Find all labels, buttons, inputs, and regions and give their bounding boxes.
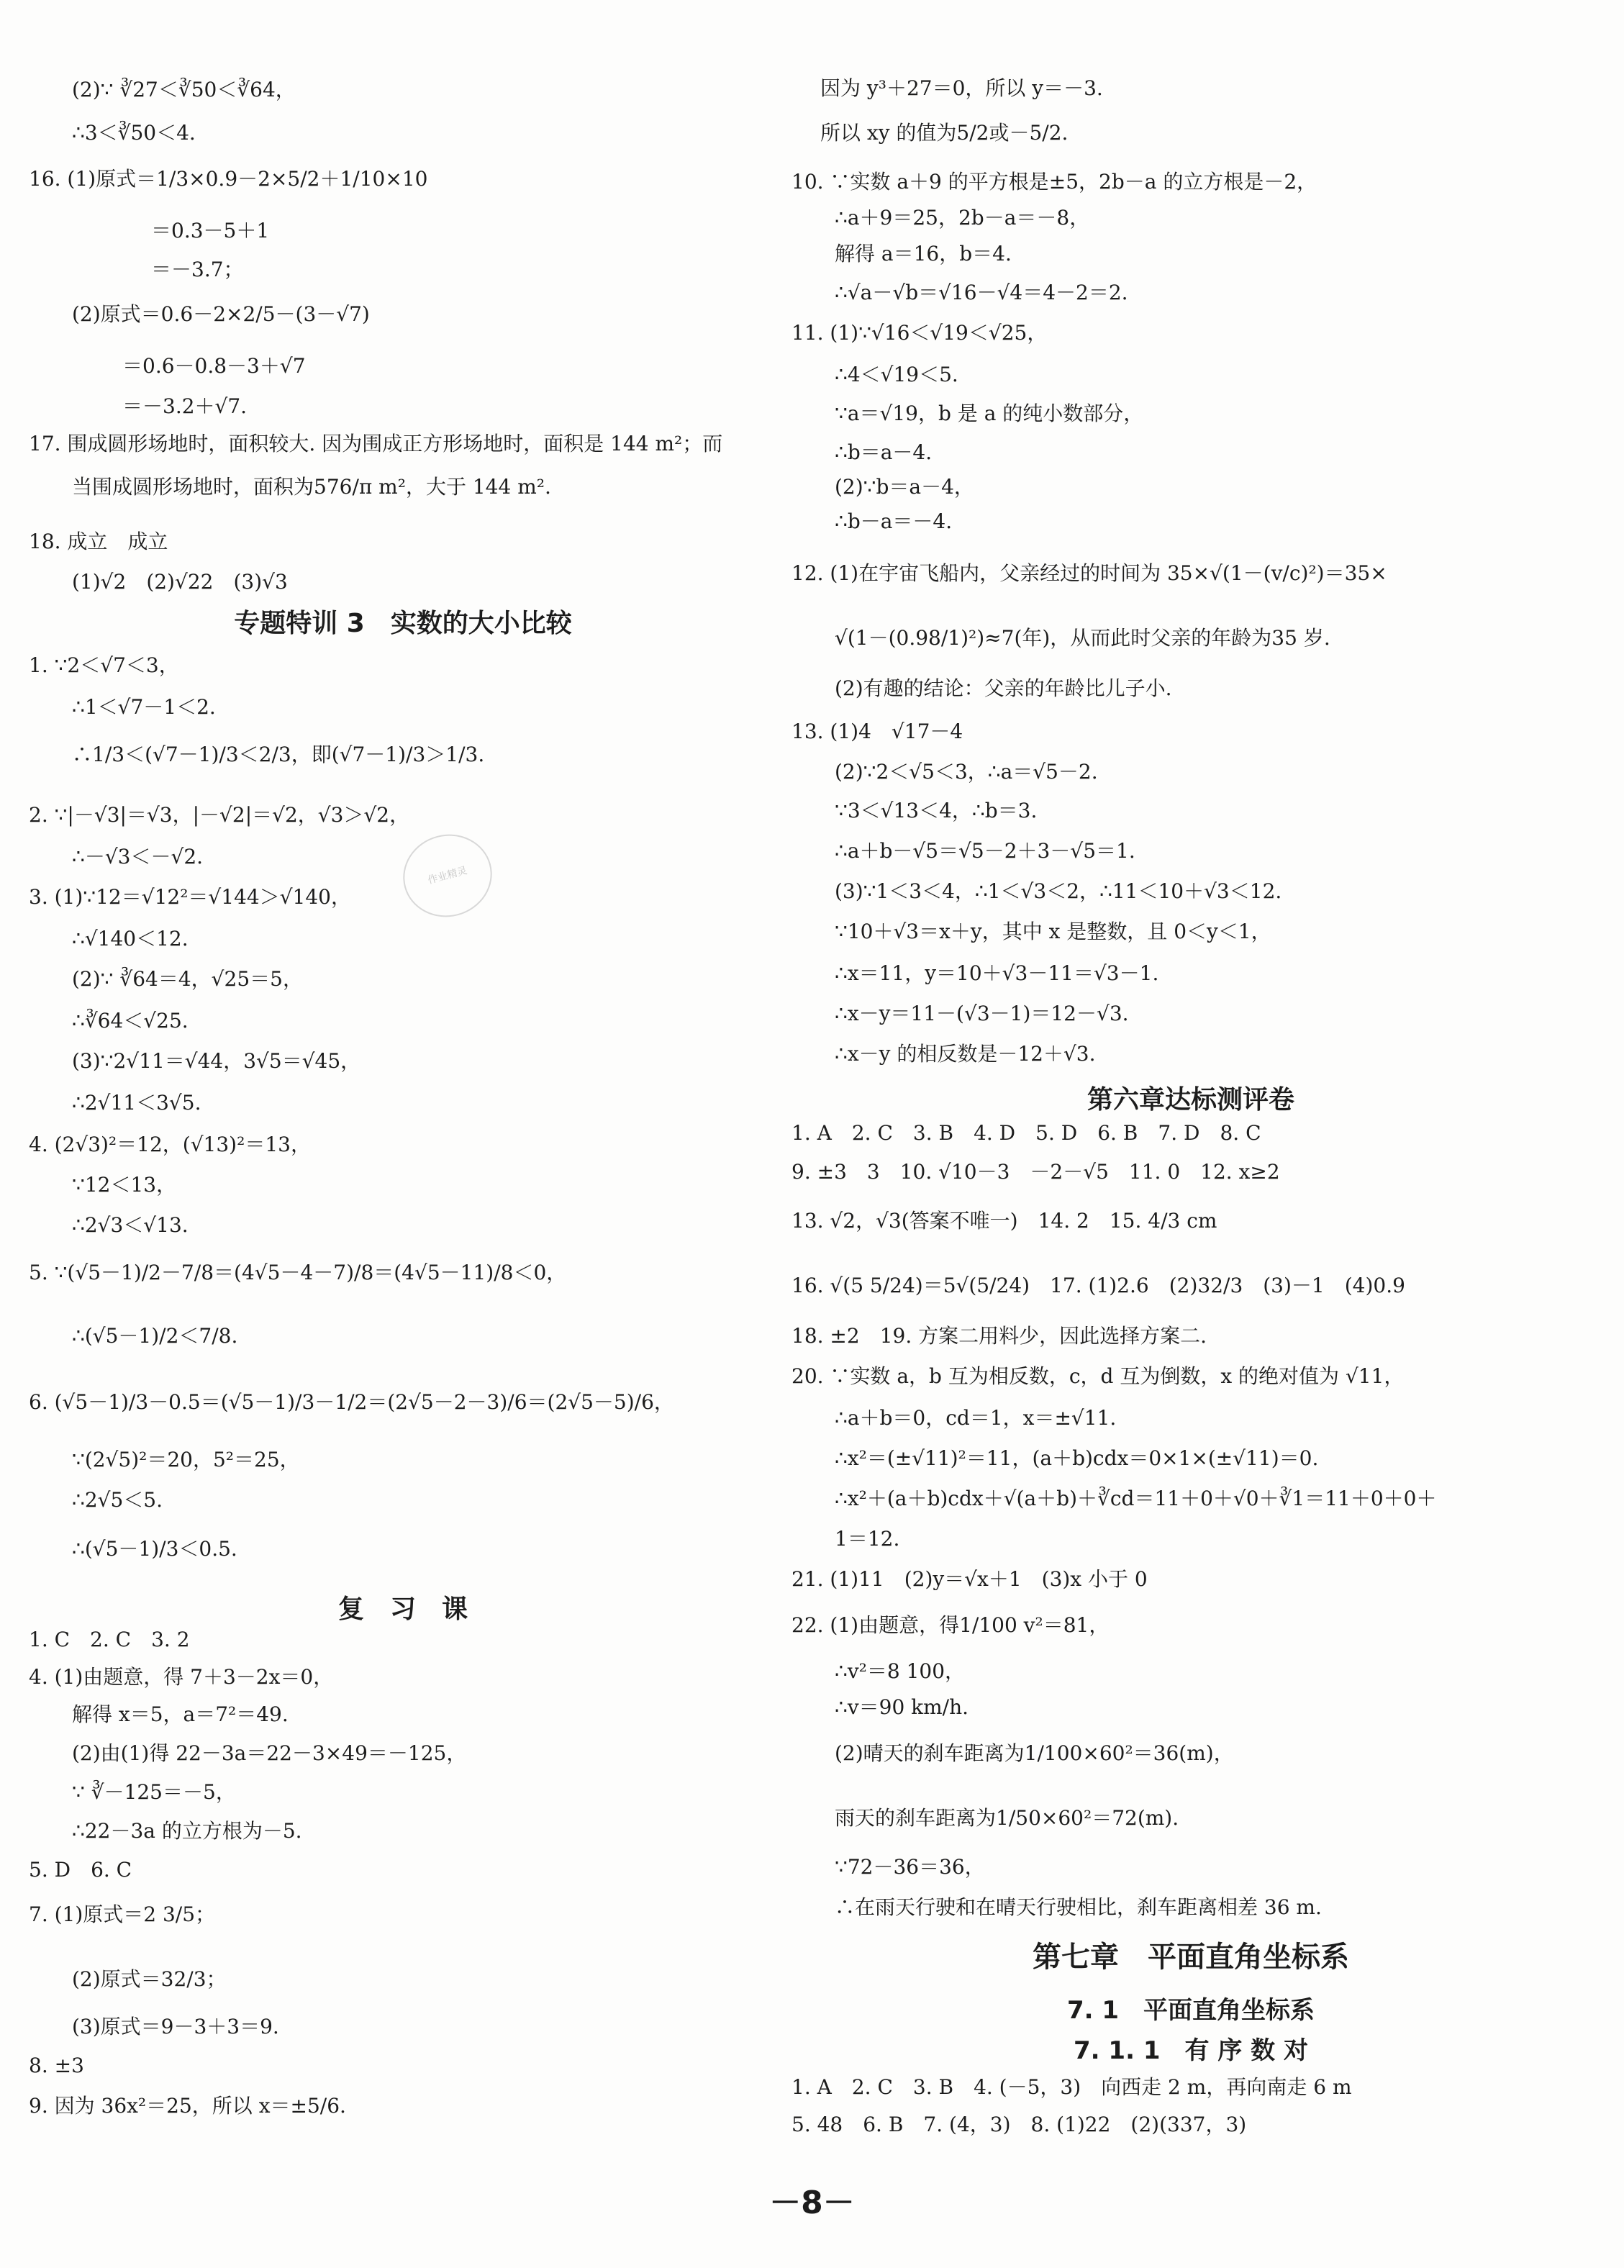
answer-line: 1＝12. [835, 1527, 900, 1551]
answer-line: 5. ∵(√5－1)/2－7/8＝(4√5－4－7)/8＝(4√5－11)/8＜0， [29, 1261, 567, 1284]
section-heading: 7. 1. 1 有 序 数 对 [1074, 2036, 1308, 2065]
answer-line: ∴∛64＜√25. [72, 1009, 189, 1033]
section-heading: 专题特训 3 实数的大小比较 [234, 609, 572, 638]
answer-line: 20. ∵实数 a，b 互为相反数，c，d 互为倒数，x 的绝对值为 √11， [791, 1364, 1405, 1388]
answer-line: 7. (1)原式＝2 3/5； [29, 1902, 216, 1926]
answer-line: (2)由(1)得 22－3a＝22－3×49＝－125， [72, 1741, 467, 1765]
section-heading: 复 习 课 [337, 1595, 468, 1624]
answer-line: 6. (√5－1)/3－0.5＝(√5－1)/3－1/2＝(2√5－2－3)/6＝(2√5－5)/6， [29, 1390, 674, 1414]
page-number: －8－ [769, 2185, 855, 2221]
answer-line: 雨天的刹车距离为1/50×60²＝72(m). [835, 1806, 1179, 1830]
answer-line: 12. (1)在宇宙飞船内，父亲经过的时间为 35×√(1－(v/c)²)＝35× [791, 561, 1387, 585]
answer-line: 16. √(5 5/24)＝5√(5/24) 17. (1)2.6 (2)32/3 (3)－1 (4)0.9 [791, 1274, 1405, 1297]
answer-line: ∴4＜√19＜5. [835, 363, 958, 386]
answer-line: (2)有趣的结论：父亲的年龄比儿子小. [835, 676, 1172, 700]
answer-line: 2. ∵|－√3|＝√3，|－√2|＝√2，√3＞√2， [29, 803, 410, 827]
answer-line: 13. (1)4 √17－4 [791, 720, 963, 743]
answer-line: 所以 xy 的值为5/2或－5/2. [820, 121, 1069, 145]
answer-line: (3)原式＝9－3＋3＝9. [72, 2015, 279, 2038]
answer-line: ∴x²＝(±√11)²＝11，(a＋b)cdx＝0×1×(±√11)＝0. [835, 1446, 1319, 1470]
answer-line: (2)晴天的刹车距离为1/100×60²＝36(m)， [835, 1741, 1234, 1765]
answer-line: 13. √2，√3(答案不唯一) 14. 2 15. 4/3 cm [791, 1209, 1217, 1233]
answer-line: ∴x²＋(a＋b)cdx＋√(a＋b)＋∛cd＝11＋0＋√0＋∛1＝11＋0＋0＋ [835, 1487, 1437, 1510]
section-heading: 第六章达标测评卷 [1087, 1085, 1294, 1115]
answer-line: ∵72－36＝36， [835, 1855, 985, 1879]
answer-line: (2)∵b＝a－4， [835, 475, 974, 499]
answer-line: 17. 围成圆形场地时，面积较大. 因为围成正方形场地时，面积是 144 m²；而 [29, 432, 723, 455]
answer-line: ∴x－y＝11－(√3－1)＝12－√3. [835, 1002, 1129, 1025]
answer-line: √(1－(0.98/1)²)≈7(年)，从而此时父亲的年龄为35 岁. [835, 626, 1330, 650]
answer-line: ＝0.3－5＋1 [151, 219, 270, 242]
answer-line: 11. (1)∵√16＜√19＜√25， [791, 321, 1048, 345]
answer-line: ∵ ∛－125＝－5， [72, 1780, 236, 1804]
answer-line: ∴b＝a－4. [835, 440, 933, 464]
answer-line: ∴√140＜12. [72, 927, 189, 951]
answer-line: ∴2√3＜√13. [72, 1213, 189, 1237]
answer-line: 1. A 2. C 3. B 4. D 5. D 6. B 7. D 8. C [791, 1121, 1261, 1145]
answer-line: ∵a＝√19，b 是 a 的纯小数部分， [835, 402, 1144, 425]
answer-line: ∴x－y 的相反数是－12＋√3. [835, 1042, 1096, 1066]
answer-line: 21. (1)11 (2)y＝√x＋1 (3)x 小于 0 [791, 1567, 1148, 1591]
answer-line: 3. (1)∵12＝√12²＝√144＞√140， [29, 885, 351, 909]
answer-line: ∴b－a＝－4. [835, 509, 953, 533]
answer-line: 22. (1)由题意，得1/100 v²＝81， [791, 1613, 1110, 1637]
answer-line: ∴v²＝8 100， [835, 1659, 966, 1683]
answer-line: 5. 48 6. B 7. (4，3) 8. (1)22 (2)(337，3) [791, 2113, 1247, 2136]
answer-line: 18. ±2 19. 方案二用料少，因此选择方案二. [791, 1324, 1207, 1348]
answer-line: ∵(2√5)²＝20，5²＝25， [72, 1448, 300, 1471]
answer-line: ∴1＜√7－1＜2. [72, 695, 216, 719]
answer-line: 9. ±3 3 10. √10－3 －2－√5 11. 0 12. x≥2 [791, 1160, 1280, 1184]
answer-line: 因为 y³＋27＝0，所以 y＝－3. [820, 76, 1103, 100]
answer-line: ∴1/3＜(√7－1)/3＜2/3，即(√7－1)/3＞1/3. [72, 743, 485, 766]
answer-line: (2)∵ ∛27＜∛50＜∛64， [72, 78, 296, 101]
answer-line: ∴√a－√b＝√16－√4＝4－2＝2. [835, 281, 1128, 304]
answer-line: ∴2√11＜3√5. [72, 1091, 201, 1115]
answer-line: 1. A 2. C 3. B 4. (－5，3) 向西走 2 m，再向南走 6 m [791, 2075, 1352, 2099]
answer-line: ＝0.6－0.8－3＋√7 [122, 354, 306, 378]
answer-line: ∴v＝90 km/h. [835, 1695, 969, 1719]
watermark-stamp: 作业精灵 [394, 825, 501, 927]
answer-line: 解得 a＝16，b＝4. [835, 242, 1012, 266]
answer-line: 1. ∵2＜√7＜3， [29, 653, 179, 677]
answer-line: ∵10＋√3＝x＋y，其中 x 是整数，且 0＜y＜1， [835, 920, 1271, 943]
answer-line: ∵12＜13， [72, 1173, 177, 1197]
answer-line: (3)∵1＜3＜4，∴1＜√3＜2，∴11＜10＋√3＜12. [835, 879, 1282, 903]
answer-line: 4. (2√3)²＝12，(√13)²＝13， [29, 1133, 311, 1156]
answer-line: ∴在雨天行驶和在晴天行驶相比，刹车距离相差 36 m. [835, 1895, 1322, 1919]
answer-line: 4. (1)由题意，得 7＋3－2x＝0， [29, 1665, 334, 1689]
answer-line: ∴－√3＜－√2. [72, 845, 204, 868]
section-heading: 第七章 平面直角坐标系 [1033, 1941, 1349, 1974]
answer-line: (3)∵2√11＝√44，3√5＝√45， [72, 1049, 361, 1073]
answer-line: ∴a＋b－√5＝√5－2＋3－√5＝1. [835, 839, 1135, 863]
answer-line: (2)原式＝0.6－2×2/5－(3－√7) [72, 302, 370, 326]
answer-line: ∵3＜√13＜4，∴b＝3. [835, 799, 1038, 822]
answer-line: (2)∵2＜√5＜3，∴a＝√5－2. [835, 760, 1098, 784]
answer-line: ∴a＋b＝0，cd＝1，x＝±√11. [835, 1406, 1117, 1430]
answer-line: ＝－3.7； [151, 258, 244, 281]
answer-line: 9. 因为 36x²＝25，所以 x＝±5/6. [29, 2094, 346, 2118]
answer-line: 当围成圆形场地时，面积为576/π m²，大于 144 m². [72, 475, 551, 499]
answer-line: 8. ±3 [29, 2054, 84, 2077]
answer-line: ∴(√5－1)/3＜0.5. [72, 1537, 237, 1561]
answer-line: 16. (1)原式＝1/3×0.9－2×5/2＋1/10×10 [29, 167, 428, 191]
answer-line: ∴22－3a 的立方根为－5. [72, 1819, 302, 1843]
answer-line: 解得 x＝5，a＝7²＝49. [72, 1702, 289, 1726]
answer-line: ＝－3.2＋√7. [122, 394, 248, 418]
answer-line: ∴2√5＜5. [72, 1488, 163, 1512]
answer-line: ∴(√5－1)/2＜7/8. [72, 1324, 238, 1348]
answer-line: ∴x＝11，y＝10＋√3－11＝√3－1. [835, 961, 1159, 985]
answer-line: 10. ∵实数 a＋9 的平方根是±5，2b－a 的立方根是－2， [791, 170, 1317, 194]
answer-line: ∴a＋9＝25，2b－a＝－8， [835, 206, 1090, 230]
answer-line: (2)∵ ∛64＝4，√25＝5， [72, 967, 303, 991]
answer-line: 1. C 2. C 3. 2 [29, 1628, 190, 1651]
answer-line: ∴3＜∛50＜4. [72, 121, 196, 145]
answer-line: 18. 成立 成立 [29, 530, 168, 553]
answer-line: (2)原式＝32/3； [72, 1967, 227, 1991]
section-heading: 7. 1 平面直角坐标系 [1066, 1996, 1315, 2025]
answer-line: 5. D 6. C [29, 1858, 132, 1882]
answer-line: (1)√2 (2)√22 (3)√3 [72, 570, 288, 594]
